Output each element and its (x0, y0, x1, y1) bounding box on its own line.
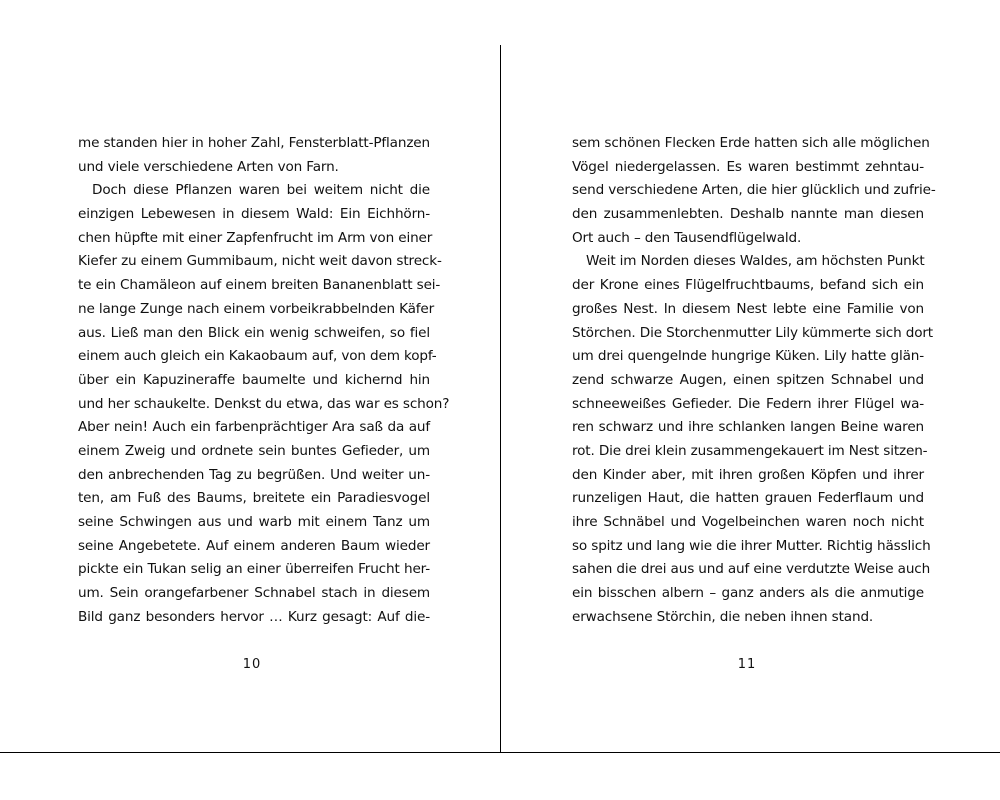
text-line: me standen hier in hoher Zahl, Fensterblatt-Pflanzen (78, 135, 430, 151)
text-line: schneeweißes Gefieder. Die Federn ihrer Flügel wa- (572, 395, 924, 412)
text-line: der Krone eines Flügelfruchtbaums, befand sich ein (572, 277, 924, 294)
text-line: seine Schwingen aus und warb mit einem Tanz um (78, 514, 430, 530)
text-line: sem schönen Flecken Erde hatten sich alle möglichen (572, 135, 930, 151)
text-line: den anbrechenden Tag zu begrüßen. Und weiter un- (78, 466, 430, 483)
text-line: Doch diese Pflanzen waren bei weitem nicht die (92, 182, 430, 199)
text-line: ein bisschen albern – ganz anders als die anmutige (572, 585, 924, 602)
text-line: einem Zweig und ordnete sein buntes Gefieder, um (78, 442, 430, 459)
page-number-right: 11 (737, 657, 757, 672)
text-line: ihre Schnäbel und Vogelbeinchen waren noch nicht (572, 514, 924, 530)
page-number-left: 10 (242, 657, 262, 672)
text-line: den zusammenlebten. Deshalb nannte man diesen (572, 206, 924, 223)
left-page-text (78, 132, 450, 629)
text-line: um. Sein orangefarbener Schnabel stach in diesem (78, 585, 430, 602)
text-line: aus. Ließ man den Blick ein wenig schweifen, so fiel (78, 324, 430, 341)
text-line: pickte ein Tukan selig an einer überreifen Frucht her- (78, 561, 430, 578)
text-line: seine Angebetete. Auf einem anderen Baum wieder (78, 537, 430, 554)
text-line: ren schwarz und ihre schlanken langen Beine waren (572, 419, 924, 436)
text-line: und her schaukelte. Denkst du etwa, das war es schon? (78, 395, 450, 412)
text-line: Bild ganz besonders hervor … Kurz gesagt: Auf die- (78, 608, 430, 625)
text-line: Vögel niedergelassen. Es waren bestimmt zehntau- (572, 158, 924, 175)
text-line: Weit im Norden dieses Waldes, am höchsten Punkt (586, 253, 925, 270)
text-line: einem auch gleich ein Kakaobaum auf, von dem kopf- (78, 348, 437, 365)
text-line: über ein Kapuzineraffe baumelte und kichernd hin (78, 371, 430, 388)
text-line: den Kinder aber, mit ihren großen Köpfen und ihrer (572, 466, 924, 483)
text-line: Ort auch – den Tausendflügelwald. (572, 229, 802, 246)
text-line: chen hüpfte mit einer Zapfenfrucht im Arm von einer (78, 229, 433, 246)
text-line: Aber nein! Auch ein farbenprächtiger Ara saß da auf (78, 419, 430, 436)
text-line: te ein Chamäleon auf einem breiten Bananenblatt sei- (78, 277, 441, 294)
text-line: und viele verschiedene Arten von Farn. (78, 158, 339, 175)
text-line: erwachsene Störchin, die neben ihnen stand. (572, 608, 874, 625)
text-line: send verschiedene Arten, die hier glücklich und zufrie- (572, 182, 936, 199)
text-line: runzeligen Haut, die hatten grauen Federflaum und (572, 490, 924, 507)
text-line: rot. Die drei klein zusammengekauert im Nest sitzen- (572, 442, 928, 459)
text-line: Störchen. Die Storchenmutter Lily kümmerte sich dort (572, 324, 933, 341)
text-line: um drei quengelnde hungrige Küken. Lily hatte glän- (572, 348, 924, 365)
text-line: so spitz und lang wie die ihrer Mutter. Richtig hässlich (572, 537, 931, 554)
text-line: Kiefer zu einem Gummibaum, nicht weit davon streck- (78, 253, 442, 270)
text-line: zend schwarze Augen, einen spitzen Schnabel und (572, 371, 924, 388)
right-page-text (572, 132, 936, 629)
text-line: ne lange Zunge nach einem vorbeikrabbelnden Käfer (78, 300, 435, 317)
text-line: einzigen Lebewesen in diesem Wald: Ein Eichhörn- (78, 206, 430, 223)
text-line: großes Nest. In diesem Nest lebte eine Familie von (572, 300, 924, 317)
bottom-rule (0, 752, 1000, 753)
book-spine (500, 45, 501, 753)
text-line: ten, am Fuß des Baums, breitete ein Paradiesvogel (78, 490, 430, 507)
text-line: sahen die drei aus und auf eine verdutzte Weise auch (572, 561, 931, 578)
